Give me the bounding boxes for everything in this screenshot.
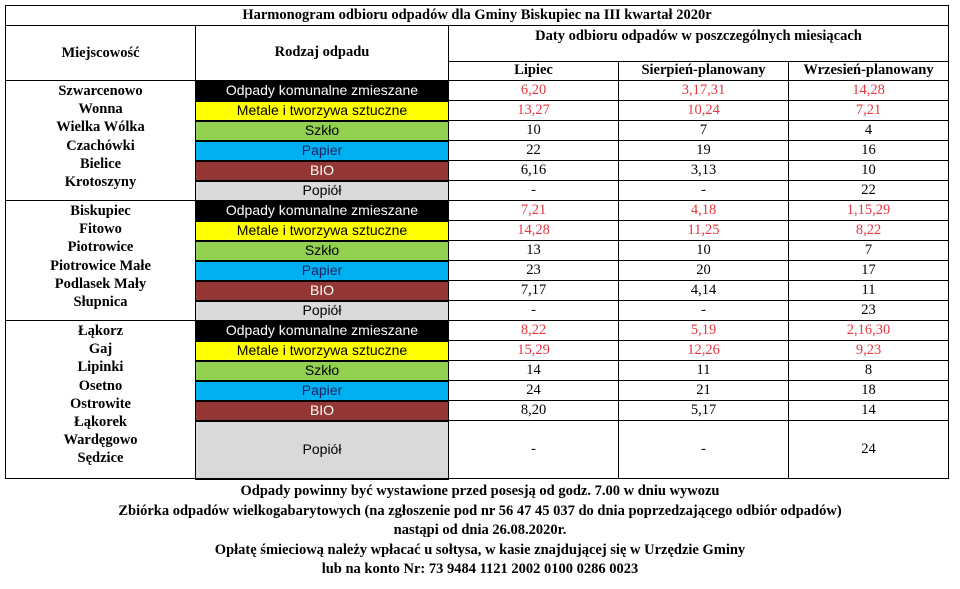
date-cell: 7,17 (449, 281, 619, 301)
place-name: Bielice (79, 155, 122, 172)
header-month: Wrzesień-planowany (789, 61, 949, 80)
date-cell: 16 (789, 141, 949, 161)
place-name: Łąkorek (74, 414, 127, 431)
waste-type-cell: Odpady komunalne zmieszane (196, 81, 449, 101)
date-cell: 5,19 (619, 321, 789, 341)
place-name: Fitowo (79, 221, 122, 238)
place-name: Podlasek Mały (54, 275, 147, 292)
date-cell: 2,16,30 (789, 321, 949, 341)
date-cell: 15,29 (449, 341, 619, 361)
place-name: Wonna (78, 101, 123, 118)
date-cell: 14,28 (449, 221, 619, 241)
date-cell: 7 (789, 241, 949, 261)
date-cell: 5,17 (619, 401, 789, 421)
waste-type-cell: Popiół (196, 301, 449, 321)
date-cell: 7 (619, 121, 789, 141)
date-cell: 14 (449, 361, 619, 381)
date-cell: 3,17,31 (619, 81, 789, 101)
date-cell: 9,23 (789, 341, 949, 361)
date-cell: 7,21 (449, 201, 619, 221)
date-cell: 8,20 (449, 401, 619, 421)
waste-type-cell: BIO (196, 401, 449, 421)
date-cell: 13,27 (449, 101, 619, 121)
date-cell: 23 (789, 301, 949, 321)
date-cell: 10,24 (619, 101, 789, 121)
header-month: Lipiec (449, 61, 619, 80)
date-cell: - (619, 421, 789, 479)
schedule-title: Harmonogram odbioru odpadów dla Gminy Biskupiec na III kwartał 2020r (6, 6, 949, 26)
place-name: Lipinki (77, 359, 124, 376)
date-cell: 11 (619, 361, 789, 381)
table-row (6, 201, 949, 221)
place-name: Wardęgowo (63, 432, 138, 449)
places-cell (6, 321, 196, 479)
header-waste-type: Rodzaj odpadu (196, 26, 449, 81)
date-cell: 3,13 (619, 161, 789, 181)
place-name: Łąkorz (77, 323, 124, 339)
date-cell: - (449, 181, 619, 201)
date-cell: 8,22 (449, 321, 619, 341)
date-cell: 8,22 (789, 221, 949, 241)
place-name: Szwarcenowo (58, 83, 143, 99)
date-cell: 14 (789, 401, 949, 421)
header-month: Sierpień-planowany (619, 61, 789, 80)
date-cell: 18 (789, 381, 949, 401)
date-cell: 4 (789, 121, 949, 141)
place-name: Czachówki (66, 137, 135, 154)
date-cell: 6,16 (449, 161, 619, 181)
date-cell: - (619, 301, 789, 321)
date-cell: 20 (619, 261, 789, 281)
date-cell: 4,18 (619, 201, 789, 221)
waste-type-cell: Papier (196, 381, 449, 401)
footer-line: Opłatę śmieciową należy wpłacać u sołtysa, w kasie znajdującej się w Urzędzie Gminy (214, 541, 746, 558)
date-cell: 10 (449, 121, 619, 141)
date-cell: 11 (789, 281, 949, 301)
date-cell: - (449, 421, 619, 479)
place-name: Osetno (78, 377, 123, 394)
place-name: Ostrowite (70, 395, 131, 412)
title-row (6, 6, 949, 26)
waste-type-cell: Metale i tworzywa sztuczne (196, 101, 449, 121)
place-name: Piotrowice Małe (50, 257, 151, 274)
waste-type-cell: BIO (196, 161, 449, 181)
date-cell: 24 (449, 381, 619, 401)
date-cell: 10 (619, 241, 789, 261)
date-cell: 17 (789, 261, 949, 281)
date-cell: 22 (449, 141, 619, 161)
date-cell: 6,20 (449, 81, 619, 101)
header-place: Miejscowość (6, 26, 196, 81)
waste-type-cell: Odpady komunalne zmieszane (196, 201, 449, 221)
date-cell: - (619, 181, 789, 201)
date-cell: 12,26 (619, 341, 789, 361)
date-cell: 21 (619, 381, 789, 401)
date-cell: 7,21 (789, 101, 949, 121)
place-name: Biskupiec (70, 203, 131, 219)
place-name: Słupnica (73, 294, 128, 311)
date-cell: 10 (789, 161, 949, 181)
date-cell: - (449, 301, 619, 321)
footer-line: Odpady powinny być wystawione przed posesją od godz. 7.00 w dniu wywozu (240, 483, 720, 499)
footer-line: nastąpi od dnia 26.08.2020r. (393, 522, 567, 539)
date-cell: 8 (789, 361, 949, 381)
schedule-table (5, 5, 949, 480)
waste-type-cell: Szkło (196, 121, 449, 141)
header-dates: Daty odbioru odpadów w poszczególnych miesiącach (449, 26, 949, 62)
waste-type-cell: Szkło (196, 241, 449, 261)
place-name: Sędzice (77, 450, 124, 467)
date-cell: 23 (449, 261, 619, 281)
date-cell: 1,15,29 (789, 201, 949, 221)
waste-type-cell: Papier (196, 141, 449, 161)
header-row (6, 26, 949, 62)
footer-notes (0, 482, 960, 580)
place-name: Wielka Wólka (56, 119, 145, 136)
waste-type-cell: Odpady komunalne zmieszane (196, 321, 449, 341)
place-name: Gaj (88, 341, 113, 358)
waste-type-cell: Popiół (196, 181, 449, 201)
waste-type-cell: Papier (196, 261, 449, 281)
table-row (6, 321, 949, 341)
waste-type-cell: BIO (196, 281, 449, 301)
date-cell: 19 (619, 141, 789, 161)
footer-line: lub na konto Nr: 73 9484 1121 2002 0100 0286 0023 (321, 561, 639, 578)
date-cell: 11,25 (619, 221, 789, 241)
waste-type-cell: Metale i tworzywa sztuczne (196, 221, 449, 241)
footer-line: Zbiórka odpadów wielkogabarytowych (na zgłoszenie pod nr 56 47 45 037 do dnia poprzedzającego odbiór odpadów) (118, 502, 842, 519)
date-cell: 22 (789, 181, 949, 201)
waste-type-cell: Metale i tworzywa sztuczne (196, 341, 449, 361)
place-name: Krotoszyny (64, 174, 137, 191)
waste-type-cell: Popiół (196, 421, 449, 479)
places-cell (6, 81, 196, 201)
date-cell: 4,14 (619, 281, 789, 301)
place-name: Piotrowice (67, 239, 134, 256)
table-row (6, 81, 949, 101)
date-cell: 24 (789, 421, 949, 479)
date-cell: 13 (449, 241, 619, 261)
places-cell (6, 201, 196, 321)
waste-type-cell: Szkło (196, 361, 449, 381)
date-cell: 14,28 (789, 81, 949, 101)
